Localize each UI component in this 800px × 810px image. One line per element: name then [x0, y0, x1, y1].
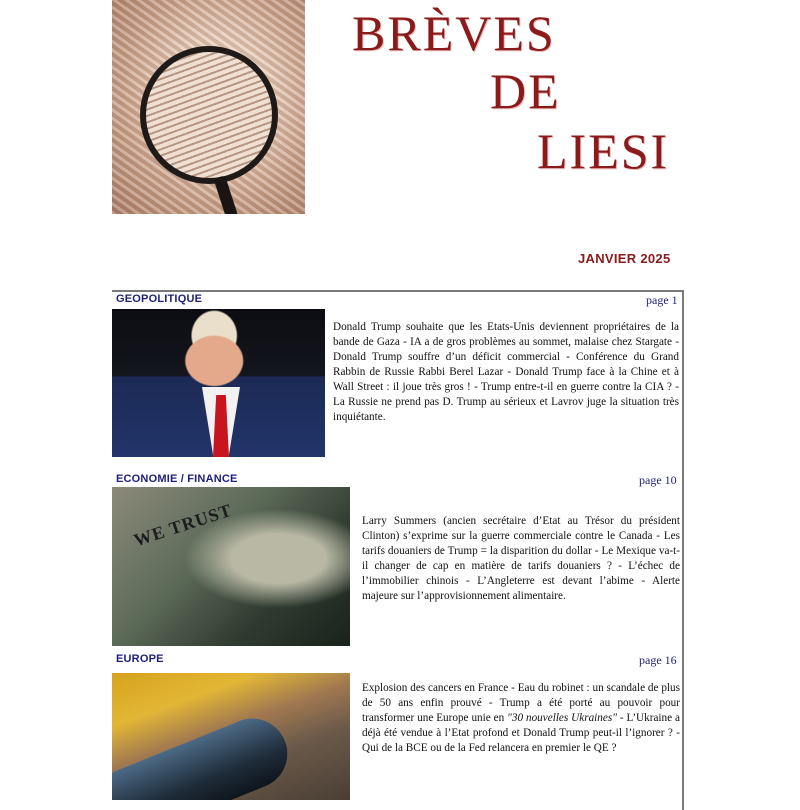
article-summary-geopolitique: Donald Trump souhaite que les Etats-Unis deviennent propriétaires de la bande de Gaza - IA a de gros problèmes au sommet, malaise chez Stargate - Donald Trump souffre d’un déficit commercial - Conférence du Grand Rabbin de Russie Rabbi Berel Lazar - Donald Trump face à la Chine et à Wall Street : il joue très gros ! - Trump entre-t-il en guerre contre la CIA ? - La Russie ne prend pas D. Trump au sérieux et Lavrov juge la situation très inquiétante. — [333, 321, 679, 423]
pipe-shape — [112, 708, 298, 800]
pipeline-workers-photo — [112, 673, 350, 800]
title-line-de: DE — [490, 63, 561, 119]
article-summary-europe — [362, 681, 680, 756]
page-ref-europe[interactable]: page 16 — [639, 653, 677, 667]
page-ref-economie-finance[interactable]: page 10 — [639, 473, 677, 487]
article-text-part: - L’Ukraine a déjà été vendue à l’Etat profond et Donald Trump peut-il l’ignorer ? - Qui de la BCE ou de la Fed relancera en premier le QE ? — [362, 712, 680, 754]
section-heading-europe[interactable]: EUROPE — [116, 653, 164, 665]
article-text-italic-quote: "30 nouvelles Ukraines" — [507, 712, 617, 724]
page-ref-geopolitique[interactable]: page 1 — [646, 293, 678, 307]
cover-magnifying-glass-image — [112, 0, 305, 214]
article-text-part: Explosion des cancers en France - Eau du robinet : un scandale de plus de 50 ans enfin prouvé - Trump a été porté au pouvoir pour transformer une Europe unie en — [362, 682, 680, 724]
section-heading-geopolitique[interactable]: GEOPOLITIQUE — [116, 293, 203, 305]
title-line-liesi: LIESI — [537, 123, 670, 179]
issue-date: JANVIER 2025 — [578, 251, 671, 266]
title-line-breves: BRÈVES — [352, 5, 556, 61]
donald-trump-photo — [112, 309, 325, 457]
magnifying-glass-icon — [140, 46, 278, 184]
dollar-bill-photo — [112, 487, 350, 646]
we-trust-engraving: WE TRUST — [131, 499, 235, 551]
article-summary-economie-finance: Larry Summers (ancien secrétaire d’Etat au Trésor du président Clinton) s’exprime sur la guerre commerciale contre le Canada - Les tarifs douaniers de Trump = la disparition du dollar - Le Mexique va-t-il changer de cap en matière de tarifs douaniers ? - L’échec de l’immobilier chinois - L’Angleterre est devant l’abime - Alerte majeure sur l’approvisionnement alimentaire. — [362, 515, 680, 602]
section-heading-economie-finance[interactable]: ECONOMIE / FINANCE — [116, 473, 238, 485]
